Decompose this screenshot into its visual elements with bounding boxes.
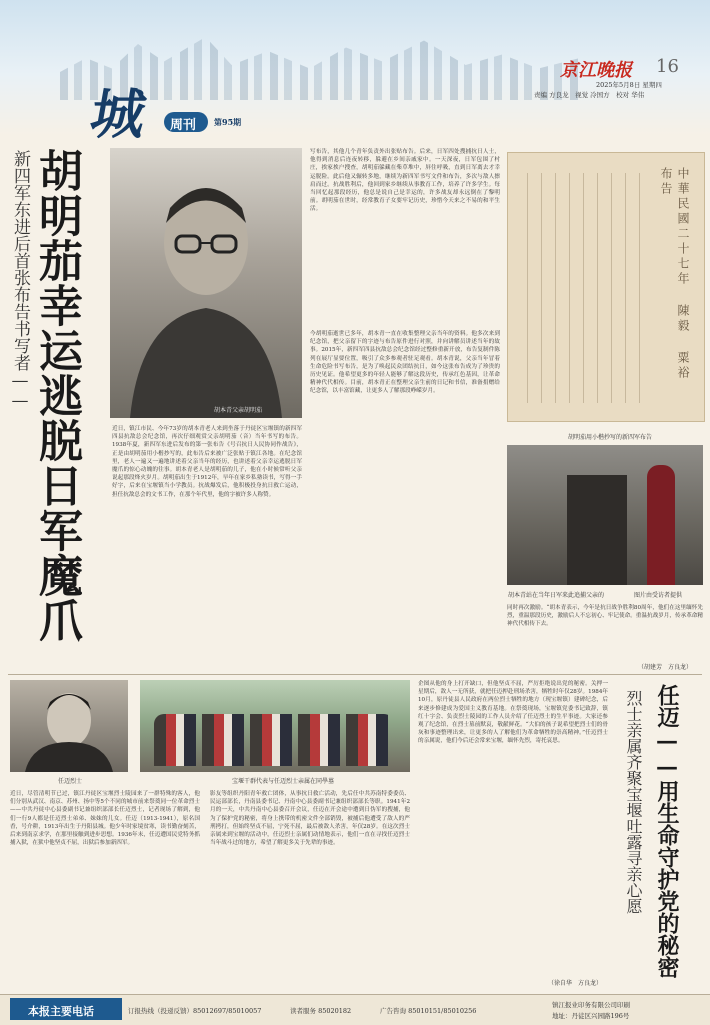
house-photo [507, 445, 703, 585]
person-figure [647, 465, 675, 585]
group-photo [140, 680, 410, 772]
headline-2: 任迈——用生命守护党的秘密 [654, 684, 680, 978]
subheadline-1: 新四军东进后首张布告书写者—— [10, 150, 30, 411]
portrait-figure [110, 148, 302, 418]
article2-col-c: 企图从他的身上打开缺口，但他坚贞不屈，严厉拒绝说出党的秘密。关押一星期后，敌人一无所获，就把任迈押赴刑场杀害，牺牲时年仅28岁。1984年10月，原丹徒县人民政府在两位烈士牺牲的地方（现宝堰镇）建碑纪念，后来逐步修建成为爱国主义教育基地。在祭奠现场，宝堰镇党委书记致辞，镇红十字会、负责烈士陵园的工作人员介绍了任迈烈士的生平事迹。大家还参观了纪念馆，在烈士墓前默哀，敬献鲜花。“大伯的孩子说希望把烈士们的骨灰和事迹整理出来，让更多的人了解他们为革命牺牲的崇高精神。”任迈烈士的亲属说，他们今后还会常来宝堰，缅怀先烈，寄托哀思。 [418, 681, 608, 745]
newspaper-logo: 京江晚报 [560, 60, 632, 81]
article1-col-a: 近日，镇江市民、今年73岁的胡本青老人来到坐落于丹徒区宝堰镇的新四军四县抗敌总会纪念馆，再次仔细观赏父亲胡明茄（音）当年书写的布告。1938年夏，新四军东进后发布的第一张布告《号召抗日人民协同作战告》，正是由胡明茄用小楷抄写的，此布告后来被广泛张贴于镇江各地。在纪念馆里，老人一遍又一遍地讲述着父亲当年的经历，也讲述着父亲幸运逃脱日军魔爪的惊心动魄的往事。胡本青老人是胡明茄的儿子，他在小时候常听父亲说起那段烽火岁月。胡明茄出生于1912年，早年在家乡私塾读书，写得一手好字，后来在宝堰镇当小学教员。抗战爆发后，他积极投身抗日救亡运动，担任抗敌总会的文书工作，在那个年代里，他的字被许多人称赞。 [112, 426, 302, 498]
portrait-ren-mai [10, 680, 128, 772]
house-caption-credit: 图片由受访者提供 [634, 592, 683, 599]
reader-service-line: 读者服务 85020182 [290, 1007, 352, 1015]
ren-mai-figure [10, 680, 128, 772]
group-caption: 宝堰干群代表与任迈烈士亲属在同學墓 [232, 778, 335, 785]
house-caption: 胡本青站在当年日军来此追捕父亲的 [508, 592, 605, 599]
article1-col-d: 同时再次激励。“胡本青表示，今年是抗日战争胜利80周年，他们在这里缅怀先烈，重温那段历史，激励后人不忘初心、牢记使命。重温抗战岁月，传承革命精神代代相传下去。 [507, 605, 703, 628]
section-title: 城 [85, 82, 152, 146]
proclamation-lines [518, 173, 648, 403]
article2-col-b: 影友等组织丹阳青年救亡团体，从事抗日救亡活动，先后任中共苏南特委委员、民运部部长，丹南县委书记、丹南中心县委副书记兼组织部部长等职。1941年2月的一天，中共丹南中心县委召开会议，任迈在开会途中遭到日伪军的搜捕，他为了保护党的秘密，将身上携带的机密文件全部销毁，被捕后他遭受了敌人的严刑拷打，但始终坚贞不屈，宁死不屈，最后被敌人杀害，年仅28岁。在这次烈士亲属来到宝堰的活动中，任迈烈士亲属们动情地表示，他们一直在寻找任迈烈士当年战斗过的地方，希望了解更多关于先辈的事迹。 [210, 791, 410, 847]
issue-number: 第95期 [214, 117, 242, 127]
subscription-line: 订报热线（投递反馈）85012697/85010057 [128, 1007, 262, 1015]
editor-line: 责编 方良龙 视觉 冷国方 校对 华伟 [534, 91, 645, 99]
proclamation-text: 中華民國二十七年 陳毅 粟裕 布告 [659, 167, 690, 381]
date-line: 2025年5月8日 星期四 [596, 81, 662, 89]
byline-1: （胡建芳 方良龙） [638, 664, 693, 671]
divider-horizontal [8, 674, 702, 675]
proclamation-photo [507, 152, 705, 422]
headline-1: 胡明茄幸运逃脱日军魔爪 [31, 148, 82, 643]
address-line: 地址：丹徒区兴园路196号 [552, 1012, 630, 1020]
article2-col-a: 近日，尽管清明节已过，镇江丹徒区宝堰烈士陵园来了一群特殊的客人，他们分别从武汉、南京、苏州、扬中等5个不同的城市前来祭奠同一位革命烈士——中共丹徒中心县委副书记兼组织部部长任迈烈士，记者现场了解到，他们一行9人都是任迈烈士弟弟、妹妹的儿女。任迈（1913-1941），原名国香，号介耕，1913年出生于丹阳县城。他少年时家境贫寒，读书勤奋刻苦，后来到南京求学，在那里接触到进步思想。1936年末，任迈遭国民党特务抓捕入狱，在狱中他坚贞不屈，出狱后参加新四军。 [10, 791, 200, 847]
byline-2: （徐自华 方良龙） [548, 980, 603, 987]
people-row [154, 714, 394, 766]
ads-line: 广告咨询 85010151/85010256 [380, 1007, 477, 1015]
subheadline-2: 烈士亲属齐聚宝堰吐露寻亲心愿 [624, 690, 643, 914]
portrait-caption-2: 任迈烈士 [58, 778, 83, 785]
page-number: 16 [656, 56, 679, 77]
printer-line: 镇江报业印务有限公司印刷 [552, 1001, 630, 1009]
hotline-title: 本报主要电话 [28, 1005, 94, 1018]
portrait-caption-1: 胡本青父亲胡明茄 [214, 407, 263, 414]
article1-col-b: 写布告，其他几个青年负责外出张贴布告。后来，日军四处搜捕抗日人士，他得到消息后连夜转移，躲避在乡间亲戚家中。一天深夜，日军包围了村庄，挨家挨户搜查，胡明茄躲藏在柴草堆中，屏住呼吸，直到日军离去才幸运脱险。此后他又辗转多地，继续为新四军书写文件和布告，多次与敌人擦肩而过。抗战胜利后，他回到家乡继续从事教育工作，培养了许多学生。每当回忆起那段经历，他总是说自己是幸运的，许多战友却永远倒在了黎明前。胡明茄在世时，经常教育子女要牢记历史，珍惜今天来之不易的和平生活。 [310, 149, 500, 213]
proclamation-caption: 胡明茄用小楷抄写的新四军布告 [568, 434, 653, 441]
portrait-hu-mingqie [110, 148, 302, 418]
doorway [567, 475, 627, 585]
weekly-label: 周刊 [170, 118, 197, 133]
article1-col-c: 今胡明茄逝世已多年，胡本青一直在收集整理父亲当年的资料。他多次来到纪念馆，把父亲留下的字迹与布告原件进行对照，并向讲解员讲述当年的故事。2015年，新四军四县抗敌总会纪念馆经过整修重新开放，布告复制件陈列在展厅显要位置，吸引了众多参观者驻足观看。胡本青说，父亲当年冒着生命危险书写布告，是为了唤起民众团结抗日，如今这张布告成为了珍贵的历史见证。他希望更多的年轻人能够了解这段历史，传承红色基因，让革命精神代代相传。目前，胡本青正在整理父亲生前的日记和书信，准备捐赠给纪念馆，以丰富馆藏，让更多人了解那段峥嵘岁月。 [310, 331, 500, 395]
